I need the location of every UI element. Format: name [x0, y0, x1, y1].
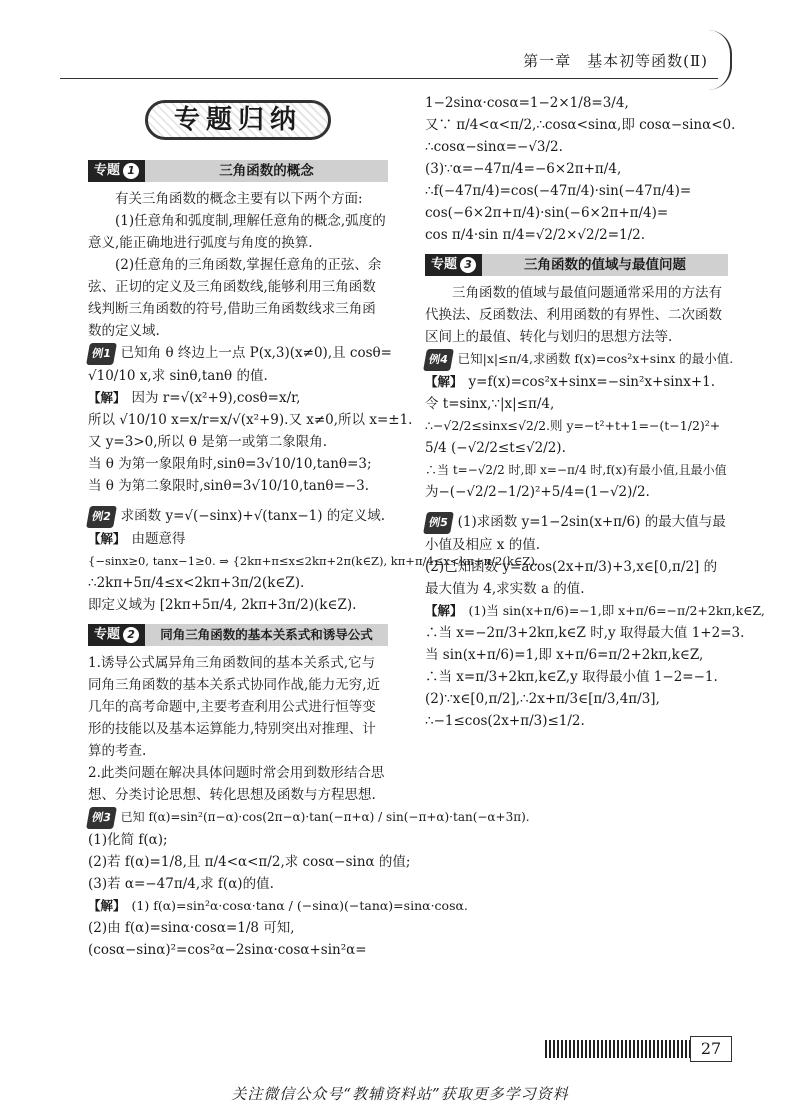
- example-1-solution: [88, 387, 388, 409]
- example-5-line-1: (1)求函数 y=1−2sin(x+π/6) 的最大值与最小值及相应 x 的值.: [425, 514, 726, 553]
- example-3-line-5: (1) f(α)=sin²α·cosα·tanα / (−sinα)(−tanα)=sinα·cosα.: [131, 898, 468, 913]
- example-3-line-3: (2)若 f(α)=1/8,且 π/4<α<π/2,求 cosα−sinα 的值;: [88, 854, 411, 870]
- example-5-tag: 例5: [423, 512, 454, 534]
- example-3-line-6: (2)由 f(α)=sinα·cosα=1/8 可知,: [88, 920, 295, 936]
- example-4-line-6: ∴当 t=−√2/2 时,即 x=−π/4 时,f(x)有最小值,且最小值: [425, 463, 727, 477]
- example-5-line-3: (1)当 sin(x+π/6)=−1,即 x+π/6=−π/2+2kπ,k∈Z,: [468, 603, 765, 618]
- topic-1-bar: [88, 160, 388, 182]
- example-2-question: [88, 505, 388, 528]
- example-2-line-4: ∴2kπ+5π/4≤x<2kπ+3π/2(k∈Z).: [88, 575, 305, 591]
- topic-2-tag-label: 专题: [94, 627, 121, 642]
- example-2-line-5: 即定义域为 [2kπ+5π/4, 2kπ+3π/2)(k∈Z).: [88, 597, 357, 613]
- example-3-line-1: 已知 f(α)=sin²(π−α)·cos(2π−α)·tan(−π+α) / sin(−π+α)·tan(−α+3π).: [120, 810, 530, 824]
- solution-label: 【解】: [425, 603, 463, 618]
- example-4-line-3: 令 t=sinx,∵|x|≤π/4,: [425, 396, 555, 412]
- right-line-6: cos(−6×2π+π/4)·sin(−6×2π+π/4)=: [425, 205, 669, 221]
- example-3-question: [88, 806, 530, 829]
- topic-1-para-2: (1)任意角和弧度制,理解任意角的概念,弧度的意义,能正确地进行弧度与角度的换算.: [88, 213, 386, 251]
- topic-2-para-2: 2.此类问题在解决具体问题时常会用到数形结合思想、分类讨论思想、转化思想及函数与方程思想.: [88, 765, 385, 803]
- topic-3-tag-label: 专题: [431, 257, 458, 272]
- example-1-line-2: √10/10 x,求 sinθ,tanθ 的值.: [88, 368, 268, 384]
- example-5-line-2: (2)已知函数 y=acos(2x+π/3)+3,x∈[0,π/2] 的最大值为 4,求实数 a 的值.: [425, 559, 718, 597]
- topic-2-para-1: 1.诱导公式属异角三角函数间的基本关系式,它与同角三角函数的基本关系式协同作战,能力无穷,近几年的高考命题中,主要考查利用公式进行恒等变形的技能以及基本运算能力,特别突出对推理、计算的考查.: [88, 655, 381, 759]
- example-5-line-7: (2)∵x∈[0,π/2],∴2x+π/3∈[π/3,4π/3],: [425, 691, 660, 707]
- topic-1-para-3: (2)任意角的三角函数,掌握任意角的正弦、余弦、正切的定义及三角函数线,能够利用三角函数线判断三角函数的符号,借助三角函数线求三角函数的定义域.: [88, 257, 382, 339]
- example-1-tag: 例1: [86, 343, 117, 365]
- example-4-tag: 例4: [423, 349, 454, 371]
- example-4-line-7: 为−(−√2/2−1/2)²+5/4=(1−√2)/2.: [425, 484, 650, 500]
- example-1-line-1: 已知角 θ 终边上一点 P(x,3)(x≠0),且 cosθ=: [120, 345, 392, 361]
- page-number: 27: [690, 1036, 732, 1062]
- right-column: [425, 92, 765, 732]
- right-line-2: 又∵ π/4<α<π/2,∴cosα<sinα,即 cosα−sinα<0.: [425, 117, 736, 133]
- topic-2-bar: [88, 624, 388, 646]
- page-header: [0, 0, 800, 86]
- example-4-solution: [425, 371, 728, 393]
- topic-1-title: 三角函数的概念: [219, 163, 314, 179]
- chapter-title: 第一章 基本初等函数(Ⅱ): [523, 52, 708, 70]
- example-2-line-2: 由题意得: [131, 531, 186, 547]
- right-line-1: 1−2sinα·cosα=1−2×1/8=3/4,: [425, 95, 629, 111]
- example-2-line-3: {−sinx≥0, tanx−1≥0. ⇒ {2kπ+π≤x≤2kπ+2π(k∈Z), kπ+π/4≤x<kπ+π/2(k∈Z).: [88, 554, 539, 568]
- example-5-line-6: ∴当 x=π/3+2kπ,k∈Z,y 取得最小值 1−2=−1.: [425, 669, 718, 685]
- topic-3-title: 三角函数的值域与最值问题: [524, 257, 686, 273]
- topic-1-tag: [88, 160, 145, 182]
- right-line-5: ∴f(−47π/4)=cos(−47π/4)·sin(−47π/4)=: [425, 183, 692, 199]
- example-5-line-8: ∴−1≤cos(2x+π/3)≤1/2.: [425, 713, 585, 729]
- example-1-line-5: 又 y=3>0,所以 θ 是第一或第二象限角.: [88, 434, 328, 450]
- example-4-line-5: 5/4 (−√2/2≤t≤√2/2).: [425, 440, 566, 456]
- example-5-question: [425, 511, 728, 556]
- example-3-line-7: (cosα−sinα)²=cos²α−2sinα·cosα+sin²α=: [88, 942, 367, 958]
- banner-title: 专题归纳: [145, 100, 331, 140]
- topic-2-number: 2: [123, 627, 139, 643]
- right-line-4: (3)∵α=−47π/4=−6×2π+π/4,: [425, 161, 622, 177]
- topic-1-tag-label: 专题: [94, 163, 121, 178]
- example-3-solution: [88, 895, 468, 917]
- solution-label: 【解】: [88, 531, 126, 546]
- topic-1-para-1: 有关三角函数的概念主要有以下两个方面:: [115, 191, 363, 207]
- solution-label: 【解】: [425, 374, 463, 389]
- topic-2-tag: [88, 624, 145, 646]
- topic-2-title: 同角三角函数的基本关系式和诱导公式: [160, 627, 373, 642]
- example-2-solution: [88, 528, 388, 550]
- right-line-3: ∴cosα−sinα=−√3/2.: [425, 139, 563, 155]
- topic-3-bar: [425, 254, 728, 276]
- example-4-line-1: 已知|x|≤π/4,求函数 f(x)=cos²x+sinx 的最小值.: [457, 351, 734, 366]
- solution-label: 【解】: [88, 898, 126, 913]
- topic-3-number: 3: [460, 257, 476, 273]
- example-1-line-7: 当 θ 为第二象限时,sinθ=3√10/10,tanθ=−3.: [88, 478, 370, 494]
- example-2-line-1: 求函数 y=√(−sinx)+√(tanx−1) 的定义域.: [120, 508, 386, 524]
- topic-3-tag: [425, 254, 482, 276]
- example-3-line-2: (1)化简 f(α);: [88, 832, 168, 848]
- topic-1-number: 1: [123, 163, 139, 179]
- example-5-line-5: 当 sin(x+π/6)=1,即 x+π/6=π/2+2kπ,k∈Z,: [425, 647, 704, 663]
- example-3-line-4: (3)若 α=−47π/4,求 f(α)的值.: [88, 876, 274, 892]
- topic-3-para-1: 三角函数的值域与最值问题通常采用的方法有代换法、反函数法、利用函数的有界性、二次函数区间上的最值、转化与划归的思想方法等.: [425, 285, 722, 345]
- example-1-line-4: 所以 √10/10 x=x/r=x/√(x²+9).又 x≠0,所以 x=±1.: [88, 412, 413, 428]
- example-1-line-3: 因为 r=√(x²+9),cosθ=x/r,: [131, 390, 301, 406]
- example-5-solution: [425, 600, 765, 622]
- example-5-line-4: ∴当 x=−2π/3+2kπ,k∈Z 时,y 取得最大值 1+2=3.: [425, 625, 745, 641]
- solution-label: 【解】: [88, 390, 126, 405]
- example-1-line-6: 当 θ 为第一象限角时,sinθ=3√10/10,tanθ=3;: [88, 456, 372, 472]
- example-4-line-4: ∴−√2/2≤sinx≤√2/2.则 y=−t²+t+1=−(t−1/2)²+: [425, 418, 721, 433]
- example-3-tag: 例3: [86, 807, 117, 829]
- header-rule: [60, 78, 718, 79]
- example-2-tag: 例2: [86, 506, 117, 528]
- footer-note: 关注微信公众号“教辅资料站”获取更多学习资料: [231, 1085, 569, 1103]
- example-4-question: [425, 348, 734, 371]
- example-1-question: [88, 342, 392, 365]
- section-banner: [88, 92, 388, 148]
- header-decoration: [708, 30, 732, 90]
- example-4-line-2: y=f(x)=cos²x+sinx=−sin²x+sinx+1.: [468, 374, 716, 390]
- right-line-7: cos π/4·sin π/4=√2/2×√2/2=1/2.: [425, 227, 646, 243]
